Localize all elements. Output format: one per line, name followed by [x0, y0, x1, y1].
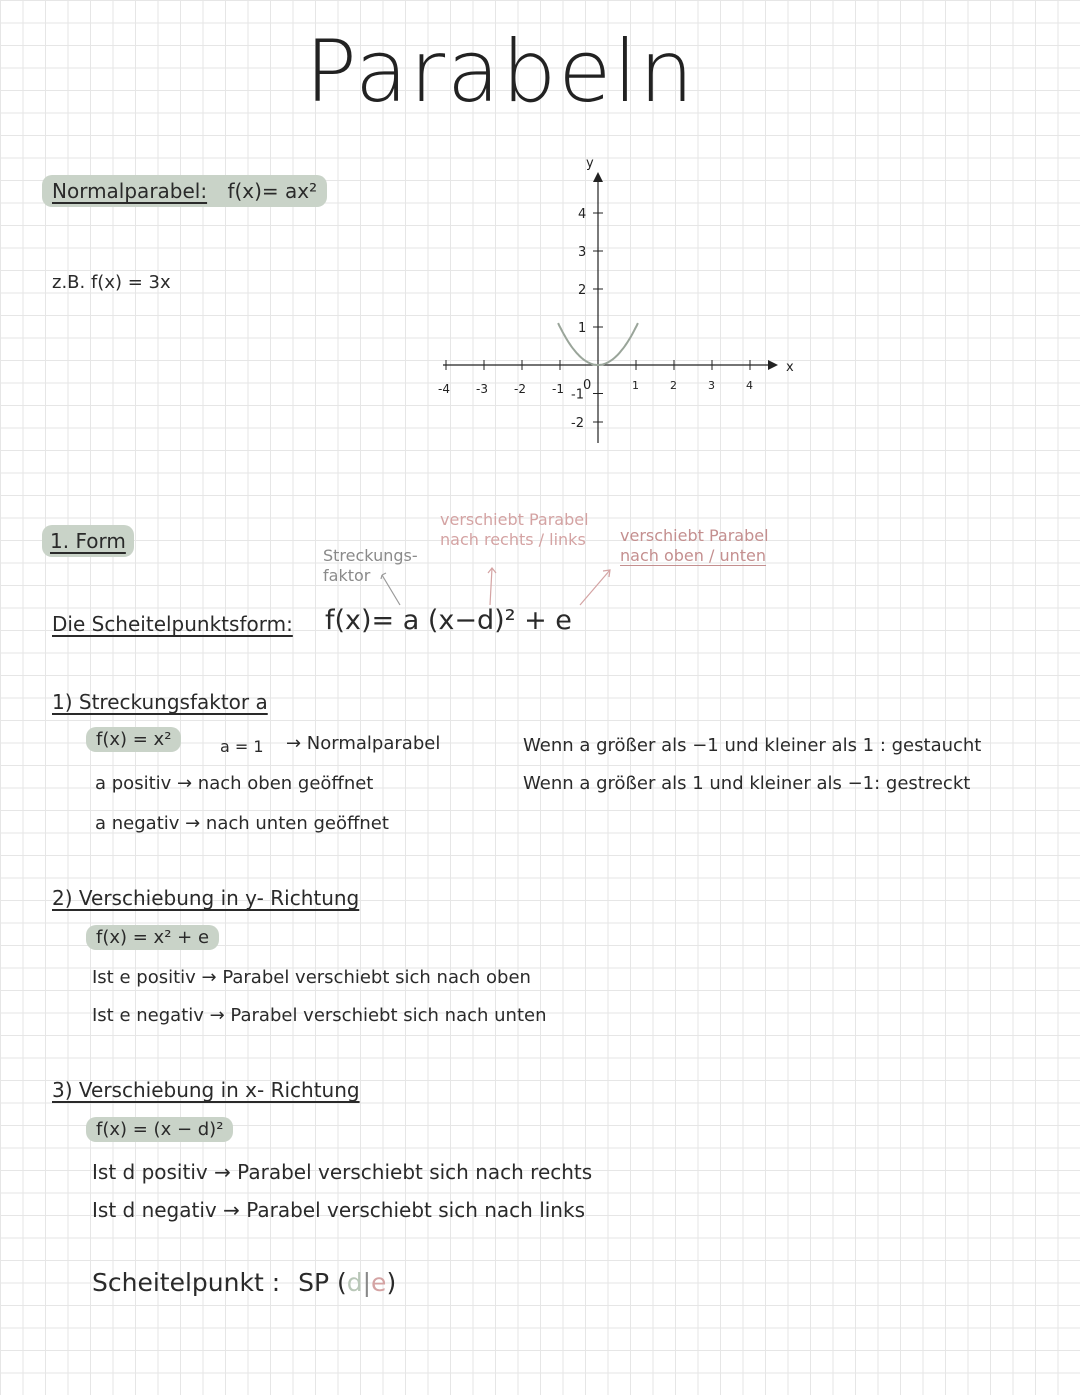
vertex-label: Scheitelpunkt :	[92, 1268, 281, 1297]
section1-heading-text: 1) Streckungsfaktor a	[52, 690, 268, 714]
section1-heading	[52, 690, 268, 714]
vertex-line	[92, 1268, 396, 1297]
section2-formula: f(x) = x² + e	[86, 925, 219, 950]
sp-form-label	[52, 612, 293, 636]
vertex-close: )	[386, 1268, 397, 1297]
y-tick-label: -2	[571, 416, 584, 431]
shift-y-note-line1: verschiebt Parabel	[620, 526, 769, 545]
parabola-graph	[415, 150, 795, 455]
shift-x-note	[440, 510, 589, 550]
section1-formula: f(x) = x²	[86, 727, 181, 752]
section1-rule-gestreckt: Wenn a größer als 1 und kleiner als −1: gestreckt	[523, 773, 971, 794]
x-tick-label: 3	[708, 379, 715, 392]
sp-form-formula: f(x)= a (x−d)² + e	[325, 605, 572, 636]
vertex-d: d	[346, 1268, 363, 1297]
section3-formula: f(x) = (x − d)²	[86, 1117, 233, 1142]
vertex-sp: SP (	[298, 1268, 347, 1297]
y-tick-label: 4	[578, 207, 587, 222]
shift-y-note-line2: nach oben / unten	[620, 546, 766, 565]
form-label-box	[42, 525, 134, 557]
x-tick-label: -3	[476, 382, 488, 396]
section1-a1-result: → Normalparabel	[286, 733, 441, 754]
x-tick-label: 4	[746, 379, 753, 392]
y-axis-label: y	[586, 156, 594, 171]
x-tick-label: -4	[438, 382, 450, 396]
normalparabel-formula: f(x)= ax²	[227, 179, 318, 203]
section3-negative: Ist d negativ → Parabel verschiebt sich nach links	[92, 1198, 585, 1222]
stretch-note-line2: faktor	[323, 566, 371, 585]
origin-label: 0	[583, 378, 592, 393]
sp-form-label-text: Die Scheitelpunktsform:	[52, 612, 293, 636]
vertex-e: e	[371, 1268, 387, 1297]
y-tick-label: -1	[571, 387, 584, 403]
section2-positive: Ist e positiv → Parabel verschiebt sich nach oben	[92, 967, 531, 988]
page-title: Parabeln	[305, 22, 696, 122]
section1-a1: a = 1	[220, 737, 264, 756]
stretch-note-line1: Streckungs-	[323, 546, 418, 565]
y-tick-label: 3	[578, 245, 587, 260]
x-axis-arrow	[768, 360, 778, 370]
x-tick-label: -1	[552, 382, 564, 396]
section2-heading-text: 2) Verschiebung in y- Richtung	[52, 886, 360, 910]
normalparabel-label: Normalparabel:	[52, 179, 208, 203]
shift-x-note-line1: verschiebt Parabel	[440, 510, 589, 529]
normalparabel-box	[42, 175, 327, 207]
shift-y-arrow	[580, 570, 610, 605]
section1-rule-gestaucht: Wenn a größer als −1 und kleiner als 1 : gestaucht	[523, 735, 982, 756]
section2-negative: Ist e negativ → Parabel verschiebt sich nach unten	[92, 1005, 547, 1026]
section3-heading	[52, 1078, 360, 1102]
x-axis-label: x	[786, 360, 794, 375]
section1-negative: a negativ → nach unten geöffnet	[95, 813, 389, 834]
y-axis-arrow	[593, 172, 603, 182]
section3-heading-text: 3) Verschiebung in x- Richtung	[52, 1078, 360, 1102]
section1-positive: a positiv → nach oben geöffnet	[95, 773, 374, 794]
shift-x-note-line2: nach rechts / links	[440, 530, 586, 549]
x-tick-label: 2	[670, 379, 677, 392]
form-label: 1. Form	[50, 529, 126, 553]
y-tick-label: 1	[578, 321, 587, 336]
x-tick-label: -2	[514, 382, 526, 396]
shift-y-note	[620, 526, 769, 566]
vertex-sep: |	[362, 1268, 372, 1297]
section2-heading	[52, 886, 359, 910]
shift-x-arrow	[490, 568, 492, 605]
x-tick-label: 1	[632, 379, 639, 392]
y-tick-label: 2	[578, 283, 587, 298]
stretch-arrow	[382, 575, 400, 605]
section3-positive: Ist d positiv → Parabel verschiebt sich nach rechts	[92, 1160, 593, 1184]
example-text: z.B. f(x) = 3x	[52, 272, 171, 293]
